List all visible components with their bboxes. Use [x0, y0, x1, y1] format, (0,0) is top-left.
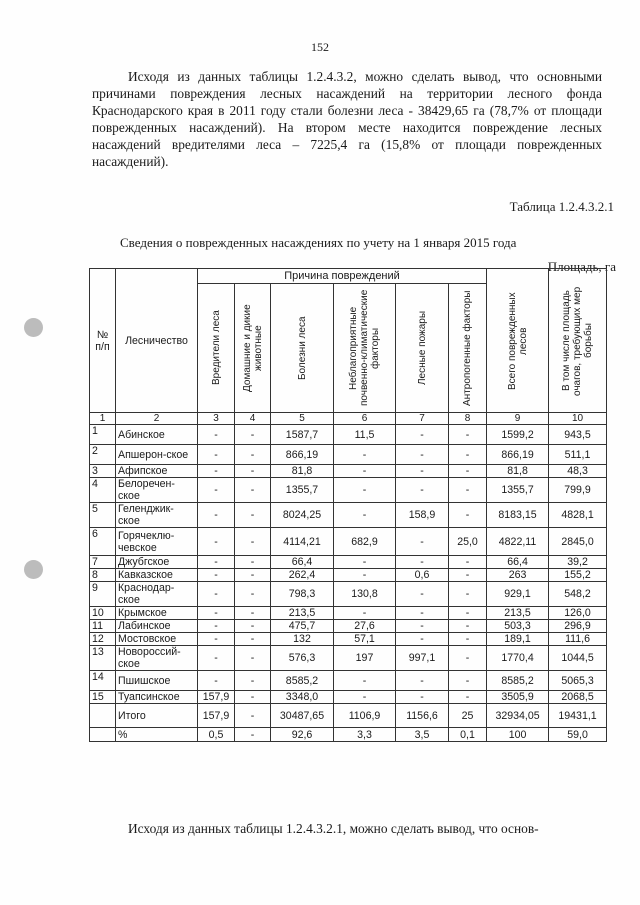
value-cell: -: [235, 425, 271, 445]
value-cell: -: [449, 620, 487, 633]
table-row: [90, 633, 607, 646]
value-cell: 8585,2: [271, 671, 334, 691]
value-cell: 1355,7: [487, 478, 549, 503]
table-summary-row: [90, 728, 607, 742]
value-cell: 262,4: [271, 569, 334, 582]
value-cell: -: [449, 607, 487, 620]
table-summary-row: [90, 704, 607, 728]
value-cell: 157,9: [198, 691, 235, 704]
header-total: Всего поврежденных лесов: [487, 269, 549, 413]
column-number: 3: [198, 413, 235, 425]
value-cell: 503,3: [487, 620, 549, 633]
value-cell: 27,6: [334, 620, 396, 633]
row-number: 6: [90, 528, 116, 556]
forestry-name: Джубгское: [116, 556, 198, 569]
value-cell: -: [449, 569, 487, 582]
row-number: 8: [90, 569, 116, 582]
value-cell: 1587,7: [271, 425, 334, 445]
value-cell: -: [396, 620, 449, 633]
value-cell: -: [396, 478, 449, 503]
value-cell: -: [396, 582, 449, 607]
value-cell: 8585,2: [487, 671, 549, 691]
column-number: 10: [549, 413, 607, 425]
value-cell: -: [396, 633, 449, 646]
value-cell: -: [449, 425, 487, 445]
value-cell: 0,6: [396, 569, 449, 582]
value-cell: -: [235, 556, 271, 569]
value-cell: 19431,1: [549, 704, 607, 728]
value-cell: 132: [271, 633, 334, 646]
value-cell: -: [334, 671, 396, 691]
value-cell: -: [334, 445, 396, 465]
value-cell: 30487,65: [271, 704, 334, 728]
forestry-name: Краснодар-ское: [116, 582, 198, 607]
value-cell: 1599,2: [487, 425, 549, 445]
column-number: 4: [235, 413, 271, 425]
value-cell: 66,4: [271, 556, 334, 569]
forestry-name: Горячеклю-чевское: [116, 528, 198, 556]
value-cell: 158,9: [396, 503, 449, 528]
header-diseases: Болезни леса: [271, 284, 334, 413]
value-cell: -: [396, 445, 449, 465]
table-row: [90, 445, 607, 465]
value-cell: -: [235, 528, 271, 556]
value-cell: -: [198, 503, 235, 528]
row-number: 1: [90, 425, 116, 445]
value-cell: -: [449, 582, 487, 607]
forestry-name: Пшишское: [116, 671, 198, 691]
value-cell: 126,0: [549, 607, 607, 620]
value-cell: -: [235, 633, 271, 646]
value-cell: 4828,1: [549, 503, 607, 528]
forestry-name: Белоречен-ское: [116, 478, 198, 503]
value-cell: 57,1: [334, 633, 396, 646]
value-cell: -: [198, 569, 235, 582]
row-number: 3: [90, 465, 116, 478]
value-cell: 2845,0: [549, 528, 607, 556]
value-cell: -: [198, 465, 235, 478]
column-number-row: [90, 413, 607, 425]
value-cell: 100: [487, 728, 549, 742]
value-cell: -: [396, 528, 449, 556]
value-cell: -: [449, 478, 487, 503]
value-cell: 66,4: [487, 556, 549, 569]
value-cell: 866,19: [487, 445, 549, 465]
value-cell: -: [198, 556, 235, 569]
row-number: 13: [90, 646, 116, 671]
header-cause-group: Причина повреждений: [198, 269, 487, 284]
table-row: [90, 478, 607, 503]
value-cell: 213,5: [271, 607, 334, 620]
value-cell: 5065,3: [549, 671, 607, 691]
value-cell: -: [449, 465, 487, 478]
row-number: 12: [90, 633, 116, 646]
paragraph-top: Исходя из данных таблицы 1.2.4.3.2, можно сделать вывод, что основными причинами повреждения лесных насаждений на территории лесного фонда Краснодарского края в 2011 году стали болезни леса - 38429,65 га (78,7% от площади поврежденных насаждений). На втором месте находится повреждение лесных насаждений вредителями леса – 7225,4 га (15,8% от площади поврежденных насаждений).: [92, 69, 602, 169]
forestry-name: Лабинское: [116, 620, 198, 633]
value-cell: -: [449, 691, 487, 704]
table-row: [90, 556, 607, 569]
value-cell: -: [198, 445, 235, 465]
header-forestry: Лесничество: [116, 269, 198, 413]
value-cell: -: [396, 425, 449, 445]
row-number: 4: [90, 478, 116, 503]
value-cell: -: [235, 445, 271, 465]
damaged-stands-table: [89, 268, 607, 742]
value-cell: 4114,21: [271, 528, 334, 556]
forestry-name: Абинское: [116, 425, 198, 445]
value-cell: -: [334, 503, 396, 528]
value-cell: -: [235, 728, 271, 742]
value-cell: 157,9: [198, 704, 235, 728]
value-cell: -: [334, 691, 396, 704]
value-cell: -: [396, 465, 449, 478]
forestry-name: Апшерон-ское: [116, 445, 198, 465]
value-cell: 39,2: [549, 556, 607, 569]
value-cell: 11,5: [334, 425, 396, 445]
header-pests: Вредители леса: [198, 284, 235, 413]
value-cell: 25,0: [449, 528, 487, 556]
binder-hole-bottom: [24, 560, 43, 579]
value-cell: 81,8: [271, 465, 334, 478]
row-number: 15: [90, 691, 116, 704]
column-number: 2: [116, 413, 198, 425]
column-number: 6: [334, 413, 396, 425]
value-cell: 81,8: [487, 465, 549, 478]
value-cell: 576,3: [271, 646, 334, 671]
value-cell: 8024,25: [271, 503, 334, 528]
column-number: 7: [396, 413, 449, 425]
value-cell: 3,3: [334, 728, 396, 742]
forestry-name: Геленджик-ское: [116, 503, 198, 528]
table-title: Сведения о поврежденных насаждениях по учету на 1 января 2015 года: [120, 235, 517, 250]
value-cell: -: [449, 503, 487, 528]
column-number: 5: [271, 413, 334, 425]
row-number: 5: [90, 503, 116, 528]
forestry-name: %: [116, 728, 198, 742]
value-cell: -: [334, 607, 396, 620]
value-cell: -: [334, 465, 396, 478]
forestry-name: Крымское: [116, 607, 198, 620]
value-cell: -: [235, 569, 271, 582]
value-cell: 798,3: [271, 582, 334, 607]
table-label: Таблица 1.2.4.3.2.1: [509, 199, 614, 214]
value-cell: 3348,0: [271, 691, 334, 704]
value-cell: -: [449, 633, 487, 646]
header-anthropogenic: Антропогенные факторы: [449, 284, 487, 413]
value-cell: 1044,5: [549, 646, 607, 671]
value-cell: 48,3: [549, 465, 607, 478]
value-cell: 799,9: [549, 478, 607, 503]
header-requiring: В том числе площадь очагов, требующих мер борьбы: [549, 269, 607, 413]
row-number: 7: [90, 556, 116, 569]
value-cell: -: [334, 556, 396, 569]
value-cell: -: [396, 607, 449, 620]
row-number: [90, 728, 116, 742]
value-cell: -: [198, 646, 235, 671]
row-number: [90, 704, 116, 728]
value-cell: 682,9: [334, 528, 396, 556]
table-row: [90, 607, 607, 620]
table-row: [90, 465, 607, 478]
value-cell: 943,5: [549, 425, 607, 445]
value-cell: 197: [334, 646, 396, 671]
column-number: 8: [449, 413, 487, 425]
value-cell: 4822,11: [487, 528, 549, 556]
value-cell: 1355,7: [271, 478, 334, 503]
value-cell: 0,5: [198, 728, 235, 742]
value-cell: 92,6: [271, 728, 334, 742]
table-row: [90, 528, 607, 556]
forestry-name: Афипское: [116, 465, 198, 478]
value-cell: -: [198, 478, 235, 503]
forestry-name: Кавказское: [116, 569, 198, 582]
table-row: [90, 646, 607, 671]
value-cell: -: [235, 465, 271, 478]
value-cell: -: [396, 691, 449, 704]
value-cell: 1106,9: [334, 704, 396, 728]
value-cell: 189,1: [487, 633, 549, 646]
value-cell: -: [396, 671, 449, 691]
value-cell: -: [235, 691, 271, 704]
value-cell: -: [334, 569, 396, 582]
header-climate: Неблагоприятные почвенно-климатические факторы: [334, 284, 396, 413]
forestry-name: Новороссий-ское: [116, 646, 198, 671]
value-cell: 155,2: [549, 569, 607, 582]
table-row: [90, 425, 607, 445]
header-number: № п/п: [90, 269, 116, 413]
value-cell: 548,2: [549, 582, 607, 607]
paragraph-bottom: Исходя из данных таблицы 1.2.4.3.2.1, можно сделать вывод, что основ-: [128, 821, 539, 836]
forestry-name: Мостовское: [116, 633, 198, 646]
header-fires: Лесные пожары: [396, 284, 449, 413]
value-cell: 1156,6: [396, 704, 449, 728]
row-number: 10: [90, 607, 116, 620]
value-cell: -: [449, 556, 487, 569]
column-number: 1: [90, 413, 116, 425]
value-cell: -: [396, 556, 449, 569]
value-cell: -: [235, 607, 271, 620]
value-cell: 3505,9: [487, 691, 549, 704]
value-cell: -: [235, 503, 271, 528]
row-number: 14: [90, 671, 116, 691]
table-row: [90, 503, 607, 528]
table-row: [90, 671, 607, 691]
value-cell: 25: [449, 704, 487, 728]
table-row: [90, 582, 607, 607]
value-cell: 213,5: [487, 607, 549, 620]
value-cell: -: [235, 671, 271, 691]
units-label: Площадь, га: [547, 259, 616, 274]
value-cell: 511,1: [549, 445, 607, 465]
value-cell: -: [334, 478, 396, 503]
value-cell: 1770,4: [487, 646, 549, 671]
value-cell: 0,1: [449, 728, 487, 742]
value-cell: -: [235, 704, 271, 728]
value-cell: 296,9: [549, 620, 607, 633]
value-cell: 32934,05: [487, 704, 549, 728]
table-row: [90, 569, 607, 582]
value-cell: -: [198, 425, 235, 445]
header-animals: Домашние и дикие животные: [235, 284, 271, 413]
value-cell: 3,5: [396, 728, 449, 742]
value-cell: 2068,5: [549, 691, 607, 704]
row-number: 9: [90, 582, 116, 607]
value-cell: 8183,15: [487, 503, 549, 528]
value-cell: -: [235, 620, 271, 633]
value-cell: 263: [487, 569, 549, 582]
value-cell: -: [449, 646, 487, 671]
forestry-name: Туапсинское: [116, 691, 198, 704]
table-row: [90, 620, 607, 633]
value-cell: 111,6: [549, 633, 607, 646]
value-cell: 130,8: [334, 582, 396, 607]
value-cell: -: [198, 633, 235, 646]
table-body: [90, 425, 607, 742]
value-cell: -: [198, 671, 235, 691]
column-number: 9: [487, 413, 549, 425]
value-cell: -: [198, 620, 235, 633]
value-cell: 866,19: [271, 445, 334, 465]
value-cell: -: [198, 528, 235, 556]
forestry-name: Итого: [116, 704, 198, 728]
binder-hole-top: [24, 318, 43, 337]
page-number: 152: [311, 40, 329, 54]
value-cell: 929,1: [487, 582, 549, 607]
value-cell: 475,7: [271, 620, 334, 633]
value-cell: -: [198, 582, 235, 607]
value-cell: -: [235, 646, 271, 671]
value-cell: -: [198, 607, 235, 620]
value-cell: 59,0: [549, 728, 607, 742]
value-cell: -: [235, 478, 271, 503]
value-cell: -: [449, 671, 487, 691]
value-cell: -: [449, 445, 487, 465]
value-cell: -: [235, 582, 271, 607]
row-number: 11: [90, 620, 116, 633]
row-number: 2: [90, 445, 116, 465]
table-row: [90, 691, 607, 704]
value-cell: 997,1: [396, 646, 449, 671]
